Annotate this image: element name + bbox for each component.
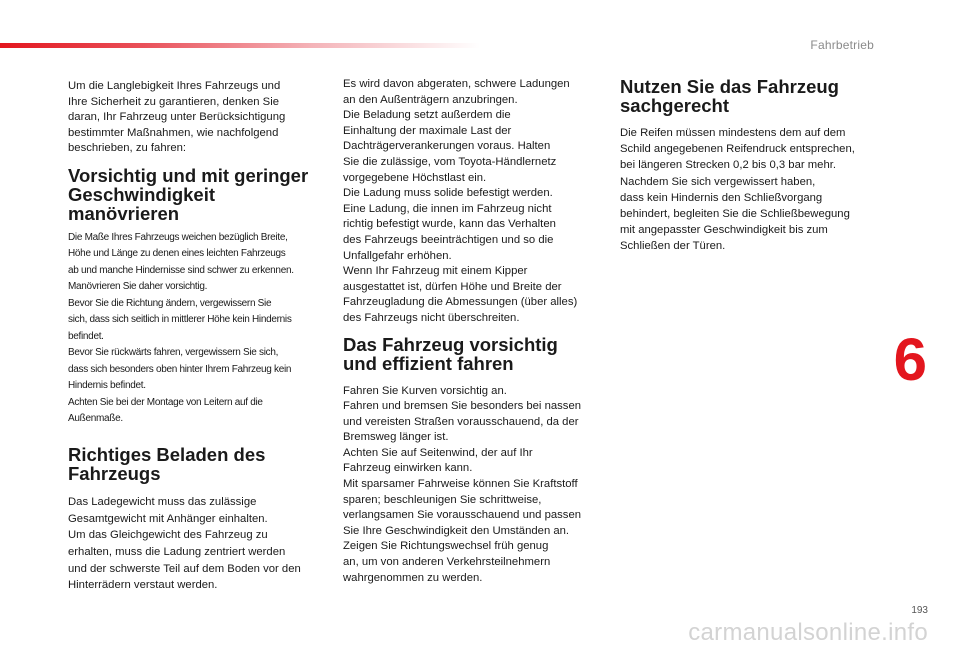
page-number: 193 xyxy=(911,605,928,616)
maneuver-paragraph: Die Maße Ihres Fahrzeugs weichen bezüglich Breite, Höhe und Länge zu denen eines leichten Fahrzeugs ab und manche Hindernisse sind schwer zu erkennen. Manövrieren Sie daher vorsichtig. Bevor Sie die Richtung ändern, vergewissern Sie sich, dass sich seitlich in mittlerer Höhe kein Hindernis befindet. Bevor Sie rückwärts fahren, vergewissern Sie sich, dass sich besonders oben hinter Ihrem Fahrzeug kein Hindernis befindet. Achten Sie bei der Montage von Leitern auf die Außenmaße. xyxy=(68,231,294,425)
careful-driving-paragraph: Fahren Sie Kurven vorsichtig an. Fahren und bremsen Sie besonders bei nassen und vereisten Straßen vorausschauend, da der Bremsweg länger ist. Achten Sie auf Seitenwind, der auf Ihr Fahrzeug einwirken kann. Mit sparsamer Fahrweise können Sie Kraftstoff sparen; beschleunigen Sie schrittweise, verlangsamen Sie vorausschauend und passen Sie Ihre Geschwindigkeit den Umständen an. Zeigen Sie Richtungswechsel früh genug an, um von anderen Verkehrsteilnehmern wahrgenommen zu werden. xyxy=(343,384,582,584)
column-3 xyxy=(620,77,882,255)
header-accent-bar xyxy=(0,43,480,48)
chapter-number: 6 xyxy=(893,326,927,393)
heading-careful-driving: Das Fahrzeug vorsichtig und effizient fahren xyxy=(343,333,558,374)
loading-continued-paragraph: Es wird davon abgeraten, schwere Ladungen an den Außenträgern anzubringen. Die Beladung setzt außerdem die Einhaltung der maximale Last der Dachträgerverankerungen voraus. Halten Sie die zulässige, vom Toyota-Händlernetz vorgegebene Höchstlast ein. Die Ladung muss solide befestigt werden. Eine Ladung, die innen im Fahrzeug nicht richtig befestigt wurde, kann das Verhalten des Fahrzeugs beeinträchtigen und so die Unfallgefahr erhöhen. Wenn Ihr Fahrzeug mit einem Kipper ausgestattet ist, dürfen Höhe und Breite der Fahrzeugladung die Abmessungen (über alles) des Fahrzeugs nicht überschreiten. xyxy=(343,78,578,324)
loading-paragraph: Das Ladegewicht muss das zulässige Gesamtgewicht mit Anhänger einhalten. Um das Gleichgewicht des Fahrzeug zu erhalten, muss die Ladung zentriert werden und der schwerste Teil auf dem Boden vor den Hinterrädern verstaut werden. xyxy=(68,495,301,592)
watermark-link[interactable]: carmanualsonline.info xyxy=(688,619,928,646)
heading-proper-use: Nutzen Sie das Fahrzeug sachgerecht xyxy=(620,76,839,116)
intro-paragraph: Um die Langlebigkeit Ihres Fahrzeugs und Ihre Sicherheit zu garantieren, denken Sie daran, Ihr Fahrzeug unter Berücksichtigung bestimmter Maßnahmen, wie nachfolgend beschrieben, zu fahren: xyxy=(68,80,286,155)
heading-maneuver: Vorsichtig und mit geringer Geschwindigkeit manövrieren xyxy=(68,164,309,224)
column-2 xyxy=(343,77,605,586)
proper-use-paragraph: Die Reifen müssen mindestens dem auf dem Schild angegebenen Reifendruck entsprechen, bei längeren Strecken 0,2 bis 0,3 bar mehr. Nachdem Sie sich vergewissert haben, dass kein Hindernis den Schließvorgang behindert, begleiten Sie die Schließbewegung mit angepasster Geschwindigkeit bis zum Schließen der Türen. xyxy=(620,127,855,253)
section-name: Fahrbetrieb xyxy=(810,38,874,52)
heading-loading: Richtiges Beladen des Fahrzeugs xyxy=(68,443,266,484)
column-1 xyxy=(68,79,324,594)
